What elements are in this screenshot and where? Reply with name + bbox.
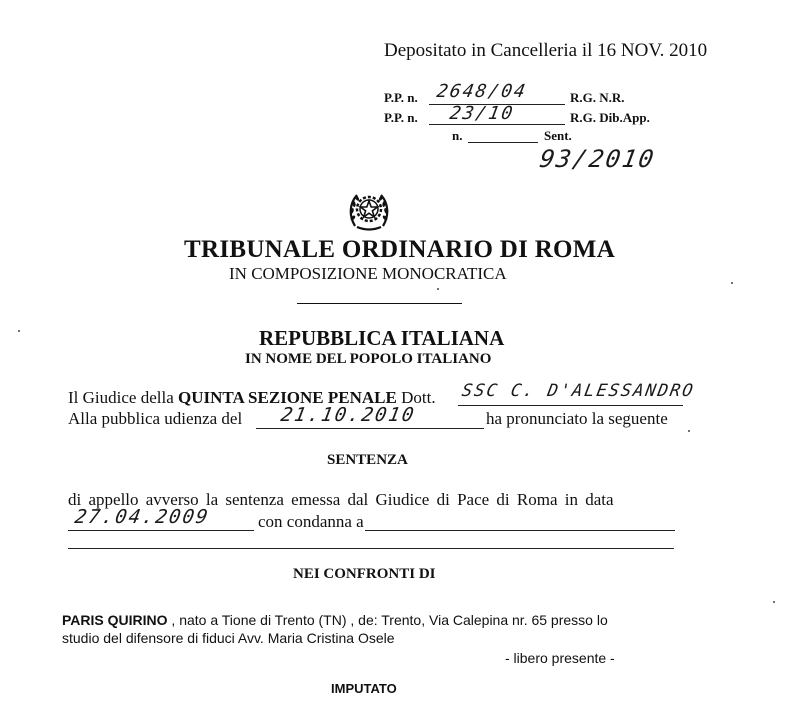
condanna-underline (365, 530, 675, 531)
hearing-underline (256, 428, 484, 429)
appeal-condanna: con condanna a (258, 512, 364, 531)
court-composition: IN COMPOSIZIONE MONOCRATICA (229, 264, 507, 283)
register-pp-suffix-2: R.G. Dib.App. (570, 110, 650, 125)
imputato-heading: IMPUTATO (331, 681, 397, 696)
hearing-line-suffix: ha pronunciato la seguente (486, 409, 668, 428)
defendant-line-1-rest: , nato a Tione di Trento (TN) , de: Trento, Via Calepina nr. 65 presso lo (167, 612, 608, 628)
register-pp-suffix-1: R.G. N.R. (570, 90, 625, 105)
scan-speck (773, 601, 775, 603)
register-pp-value-1: 2648/04 (435, 81, 529, 102)
register-pp-label-2: P.P. n. (384, 110, 418, 125)
appeal-text: di appello avverso la sentenza emessa dal Giudice di Pace di Roma in data (68, 490, 614, 509)
republic-subtitle: IN NOME DEL POPOLO ITALIANO (245, 351, 492, 367)
register-underline-3 (468, 142, 538, 143)
nei-confronti-heading: NEI CONFRONTI DI (293, 566, 436, 582)
court-name: TRIBUNALE ORDINARIO DI ROMA (184, 236, 616, 263)
sentence-number-handwritten: 93/2010 (537, 145, 658, 173)
republic-title: REPUBBLICA ITALIANA (259, 326, 505, 350)
judge-name-handwritten: SSC C. D'ALESSANDRO (460, 381, 697, 401)
sentenza-heading: SENTENZA (327, 452, 408, 468)
defendant-line-2: studio del difensore di fiduci Avv. Maria Cristina Osele (62, 630, 395, 646)
court-divider (297, 303, 462, 304)
appeal-date-underline (68, 530, 254, 531)
deposit-line: Depositato in Cancelleria il 16 NOV. 2010 (384, 40, 708, 61)
republic-emblem-icon (345, 186, 393, 234)
register-n-label: n. (452, 128, 463, 143)
register-pp-value-2: 23/10 (448, 103, 517, 124)
defendant-line-1 (62, 612, 608, 628)
register-pp-label-1: P.P. n. (384, 90, 418, 105)
appeal-date-handwritten: 27.04.2009 (73, 506, 212, 528)
defendant-name: PARIS QUIRINO (62, 612, 168, 628)
judge-line-prefix: Il Giudice della (68, 388, 178, 407)
hearing-date-handwritten: 21.10.2010 (279, 404, 418, 426)
scan-speck (437, 288, 439, 290)
register-sent-label: Sent. (544, 128, 572, 143)
blank-line (68, 548, 674, 549)
judge-dott: Dott. (396, 388, 436, 407)
scan-speck (688, 430, 690, 432)
defendant-status: - libero presente - (505, 650, 615, 666)
judge-section: QUINTA SEZIONE PENALE (178, 388, 397, 407)
judge-underline (458, 405, 683, 406)
hearing-line-prefix: Alla pubblica udienza del (68, 409, 243, 428)
scan-speck (18, 330, 20, 332)
scan-speck (731, 282, 733, 284)
register-underline-2 (429, 124, 565, 125)
